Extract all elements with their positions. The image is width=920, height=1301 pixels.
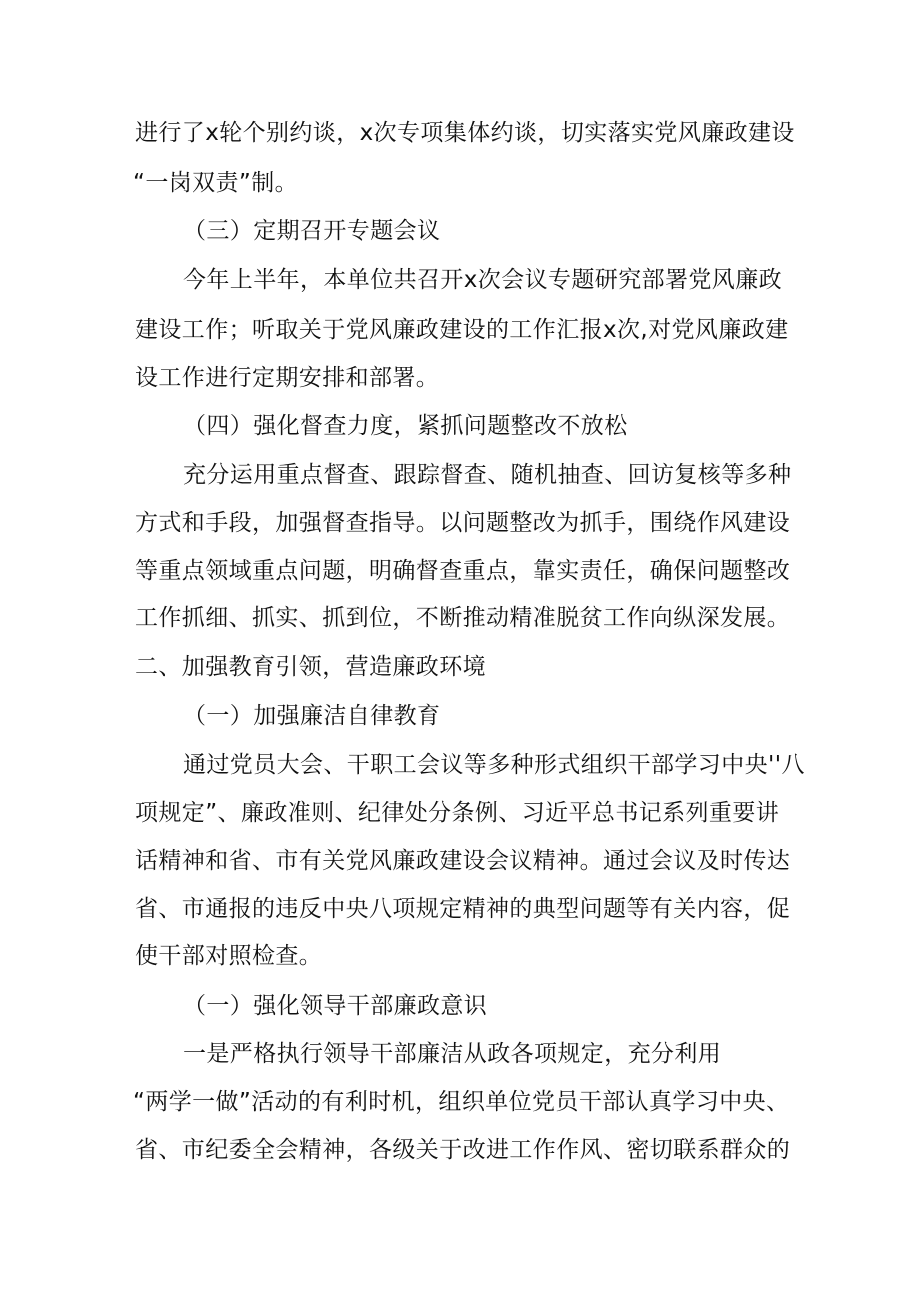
- text-line: “一岗双责”制。: [133, 170, 299, 196]
- section-heading: （一）加强廉洁自律教育: [183, 703, 441, 729]
- text-line: 今年上半年，本单位共召开x次会议专题研究部署党风廉政: [183, 267, 783, 293]
- text-line: 话精神和省、市有关党风廉政建设会议精神。通过会议及时传达: [135, 848, 791, 874]
- text-line: “两学一做”活动的有利时机，组织单位党员干部认真学习中央、: [133, 1089, 790, 1115]
- text-line: 使干部对照检查。: [135, 943, 323, 969]
- text-line: 项规定”、廉政准则、纪律处分条例、习近平总书记系列重要讲: [135, 800, 780, 826]
- text-line: 省、市通报的违反中央八项规定精神的典型问题等有关内容，促: [135, 896, 791, 922]
- text-line: 一是严格执行领导干部廉洁从政各项规定，充分利用: [183, 1041, 722, 1067]
- section-heading: （一）强化领导干部廉政意识: [183, 993, 488, 1019]
- text-line: 进行了x轮个别约谈，x次专项集体约谈，切实落实党风廉政建设: [135, 120, 795, 146]
- text-line: 省、市纪委全会精神，各级关于改进工作作风、密切联系群众的: [135, 1137, 791, 1163]
- text-line: 等重点领域重点问题，明确督查重点，靠实责任，确保问题整改: [135, 558, 791, 584]
- text-line: 工作抓细、抓实、抓到位，不断推动精准脱贫工作向纵深发展。: [135, 605, 791, 631]
- text-line: 充分运用重点督查、跟踪督查、随机抽查、回访复核等多种: [183, 462, 792, 488]
- text-line: 建设工作；听取关于党风廉政建设的工作汇报x次,对党风廉政建: [135, 317, 789, 343]
- text-line: 方式和手段，加强督查指导。以问题整改为抓手，围绕作风建设: [135, 510, 791, 536]
- text-line: 通过党员大会、干职工会议等多种形式组织干部学习中央''八: [183, 752, 805, 778]
- section-heading: （四）强化督查力度，紧抓问题整改不放松: [183, 413, 628, 439]
- chapter-heading: 二、加强教育引领，营造廉政环境: [135, 654, 486, 680]
- section-heading: （三）定期召开专题会议: [183, 218, 441, 244]
- text-line: 设工作进行定期安排和部署。: [135, 365, 440, 391]
